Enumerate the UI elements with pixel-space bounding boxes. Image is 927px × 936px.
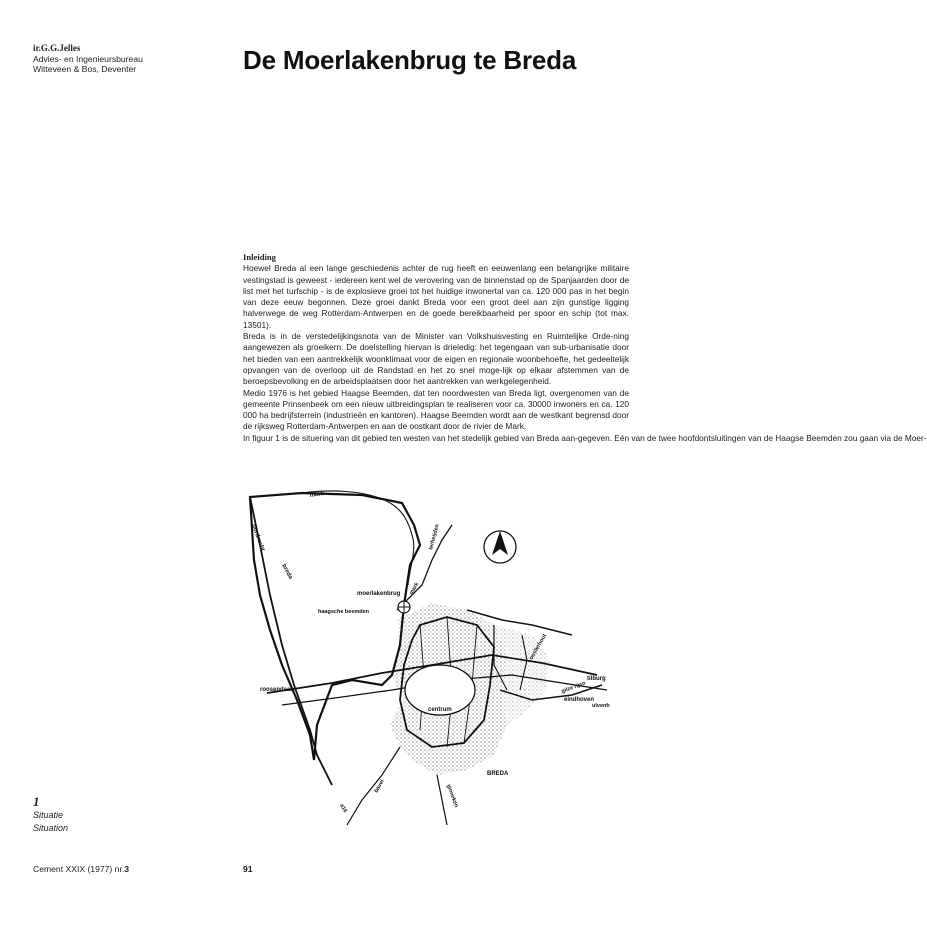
paragraph: In figuur 1 is de situering van dit gebied ten westen van het stedelijk gebied van Breda aan-gegeven. Eén van de twee hoofdontsluitingen van de Haagse Beemden zou gaan via de Moer- xyxy=(243,432,927,443)
caption-english: Situation xyxy=(33,823,69,833)
section-heading: Inleiding xyxy=(243,252,276,262)
label-bavel: bavel xyxy=(373,778,386,794)
author-affiliation: Advies- en Ingenieursbureau xyxy=(33,53,143,64)
author-name: ir.G.G.Jelles xyxy=(33,43,81,53)
label-gilze-rijen: gilze rijen xyxy=(560,680,587,695)
label-a16: a16 xyxy=(338,803,349,814)
label-mark2: mark xyxy=(408,581,421,596)
author-block xyxy=(33,43,213,75)
label-eindhoven: eindhoven xyxy=(564,697,595,703)
label-tilburg: tilburg xyxy=(587,676,606,682)
figure-number: 1 xyxy=(33,794,40,809)
label-terheijden: terheijden xyxy=(428,523,441,551)
journal-issue: 3 xyxy=(124,864,130,874)
label-ulvenh: ulvenh xyxy=(592,703,610,709)
label-haagse-beemden: haagsche beemden xyxy=(318,609,370,615)
label-moerlakenbrug: moerlakenbrug xyxy=(357,591,401,597)
journal-name: Cement XXIX (1977) nr. xyxy=(33,864,125,874)
label-roosendaal: roosendaal xyxy=(260,687,293,693)
label-dordrecht: dordrecht xyxy=(250,523,266,553)
label-oosterhout: oosterhout xyxy=(528,633,549,661)
journal-reference xyxy=(33,864,129,874)
paragraph: Hoewel Breda al een lange geschiedenis achter de rug heeft en eeuwenlang een belangrijke militaire vestingstad is geweest - iedereen kent wel de verovering van de binnenstad op de Spanjaarden door de list met het turfschip - is de explosieve groei tot het huidige inwonertal van ca. 120 000 pas in het begin van deze eeuw begonnen. Deze groei dankt Breda voor een groot deel aan zijn gunstige ligging halverwege de weg Rotterdam-Antwerpen en de goede bereikbaarheid per spoor en schip (tot max. 13501). xyxy=(243,263,629,330)
page-number: 91 xyxy=(243,864,253,874)
paragraph: Breda is in de verstedelijkingsnota van de Minister van Volkshuisvesting en Ruimtelijke Orde-ning aangewezen als groeikern. De doelstelling hiervan is drieledig: het tegengaan van sub-urbanisatie door het bieden van een aantrekkelijk woonklimaat voor de eigen en regionale woonbehoefte, het gedeeltelijk opvangen van de overloop uit de Randstad en het zo snel moge-lijk op elkaar afstemmen van de beroepsbevolking en de arbeidsplaatsen door het aantrekken van werkgelegenheid. xyxy=(243,331,629,387)
label-breda-city: BREDA xyxy=(487,771,509,777)
label-centrum: centrum xyxy=(428,707,452,713)
label-breda-road: breda xyxy=(280,563,294,581)
article-body xyxy=(243,252,927,444)
figure-caption xyxy=(33,795,68,835)
paragraph: Medio 1976 is het gebied Haagse Beemden, dat ten noordwesten van Breda ligt, overgenomen van de gemeente Prinsenbeek om een nieuw uitbreidingsplan te realiseren voor ca. 30000 inwoners en ca. 120 000 ha bedrijfsterrein (industrieën en kantoren). Haagse Beemden wordt aan de westkant begrensd door de rijksweg Rotterdam-Antwerpen en aan de oostkant door de rivier de Mark. xyxy=(243,387,629,432)
road-sw xyxy=(347,747,400,825)
situation-map xyxy=(232,485,632,830)
river-mark xyxy=(302,491,414,585)
article-title: De Moerlakenbrug te Breda xyxy=(243,45,577,75)
author-location: Witteveen & Bos, Deventer xyxy=(33,64,137,75)
label-ginneken: ginneken xyxy=(445,783,460,809)
caption-dutch: Situatie xyxy=(33,810,64,820)
road-s xyxy=(437,775,447,825)
label-mark: mark xyxy=(309,491,325,499)
